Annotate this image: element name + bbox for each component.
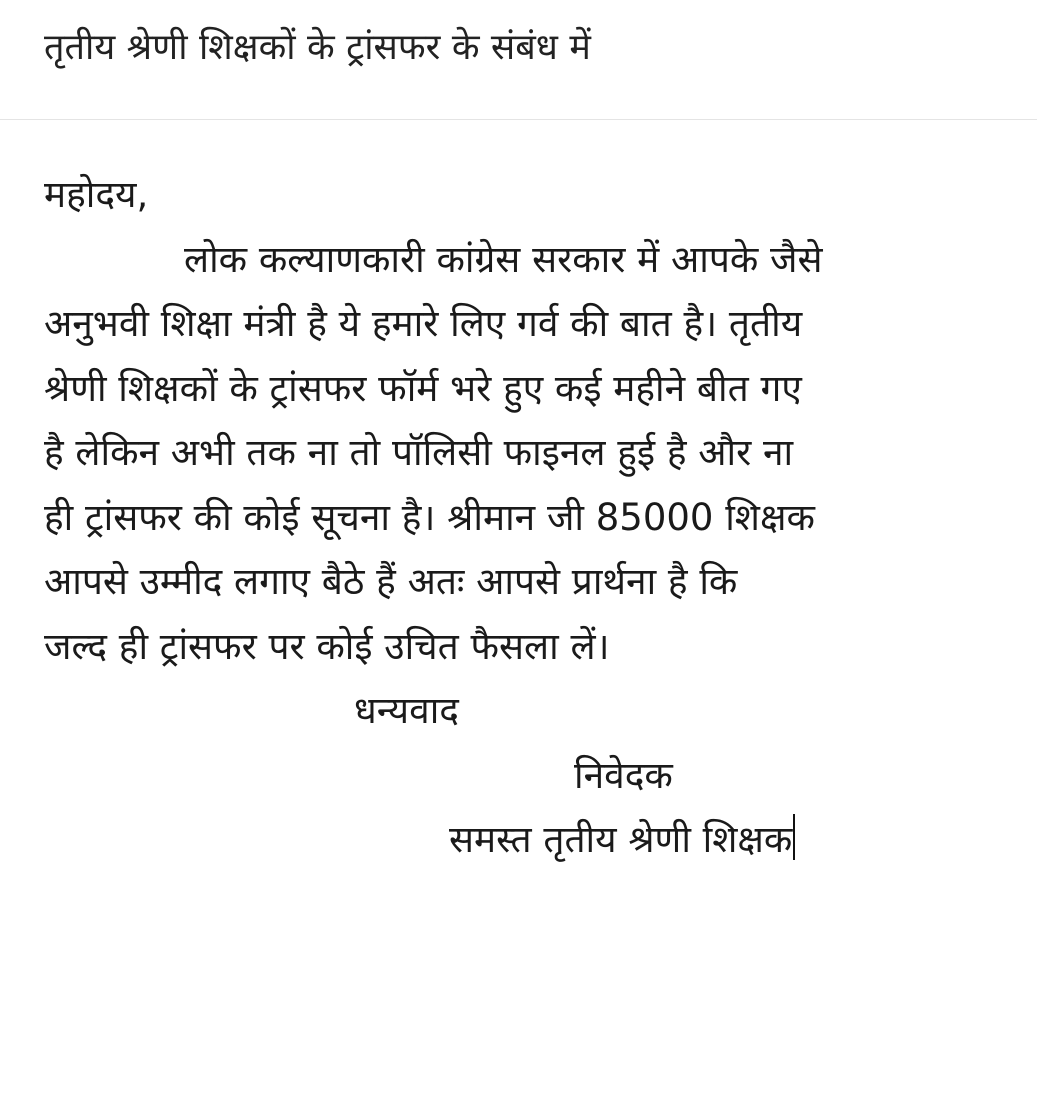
body-line: श्रेणी शिक्षकों के ट्रांसफर फॉर्म भरे हुए कई महीने बीत गए	[44, 366, 802, 410]
body-line: अनुभवी शिक्षा मंत्री है ये हमारे लिए गर्व की बात है। तृतीय	[44, 302, 803, 345]
subject-text: तृतीय श्रेणी शिक्षकों के ट्रांसफर के संबंध में	[44, 27, 591, 68]
closing-thanks: धन्यवाद	[354, 689, 459, 732]
body-line: आपसे उम्मीद लगाए बैठे हैं अतः आपसे प्रार्थना है कि	[44, 560, 738, 603]
body-line: लोक कल्याणकारी कांग्रेस सरकार में आपके जैसे	[184, 237, 823, 281]
sender-name: समस्त तृतीय श्रेणी शिक्षक	[449, 818, 793, 861]
body-line: है लेकिन अभी तक ना तो पॉलिसी फाइनल हुई है और ना	[44, 431, 794, 474]
body-line: ही ट्रांसफर की कोई सूचना है। श्रीमान जी 85000 शिक्षक	[44, 495, 815, 539]
sender-line	[44, 808, 1004, 873]
salutation: महोदय,	[44, 173, 149, 216]
subject-field[interactable]	[0, 0, 1037, 120]
body-line: जल्द ही ट्रांसफर पर कोई उचित फैसला लें।	[44, 624, 610, 668]
text-cursor	[793, 814, 795, 860]
message-body[interactable]	[44, 163, 1004, 873]
sender-label: निवेदक	[574, 753, 673, 797]
